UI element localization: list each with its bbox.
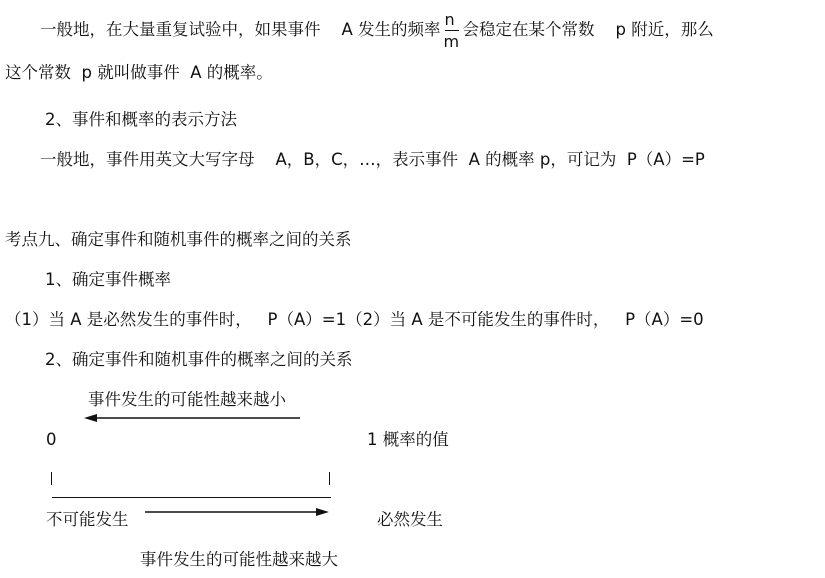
paragraph-text: 会稳定在某个常数 p 附近，那么 xyxy=(462,20,714,39)
one-label: 1 概率的值 xyxy=(367,430,449,449)
right-arrow xyxy=(145,508,329,516)
zero-label: 0 xyxy=(46,430,57,449)
paragraph-continuation: 这个常数 p 就叫做事件 A 的概率。 xyxy=(5,63,273,82)
increasing-label: 事件发生的可能性越来越大 xyxy=(140,550,338,569)
certain-events-text: （1）当 A 是必然发生的事件时， P（A）=1（2）当 A 是不可能发生的事件时， P（A）=0 xyxy=(5,310,704,329)
paragraph-text: 一般地，在大量重复试验中，如果事件 A 发生的频率 xyxy=(40,20,441,39)
subheading-relationship: 2、确定事件和随机事件的概率之间的关系 xyxy=(45,350,353,369)
impossible-label: 不可能发生 xyxy=(46,510,129,529)
subheading-certain-events: 1、确定事件概率 xyxy=(45,270,171,289)
decreasing-label: 事件发生的可能性越来越小 xyxy=(88,390,286,409)
fraction-denominator: m xyxy=(443,32,460,51)
heading-representation: 2、事件和概率的表示方法 xyxy=(45,110,237,129)
fraction-numerator: n xyxy=(444,10,455,29)
left-arrow xyxy=(84,414,300,422)
paragraph-representation: 一般地，事件用英文大写字母 A，B，C，…，表示事件 A 的概率 p，可记为 P（A）=P xyxy=(40,150,705,169)
section-heading: 考点九、确定事件和随机事件的概率之间的关系 xyxy=(5,230,352,249)
certain-label: 必然发生 xyxy=(377,510,443,529)
